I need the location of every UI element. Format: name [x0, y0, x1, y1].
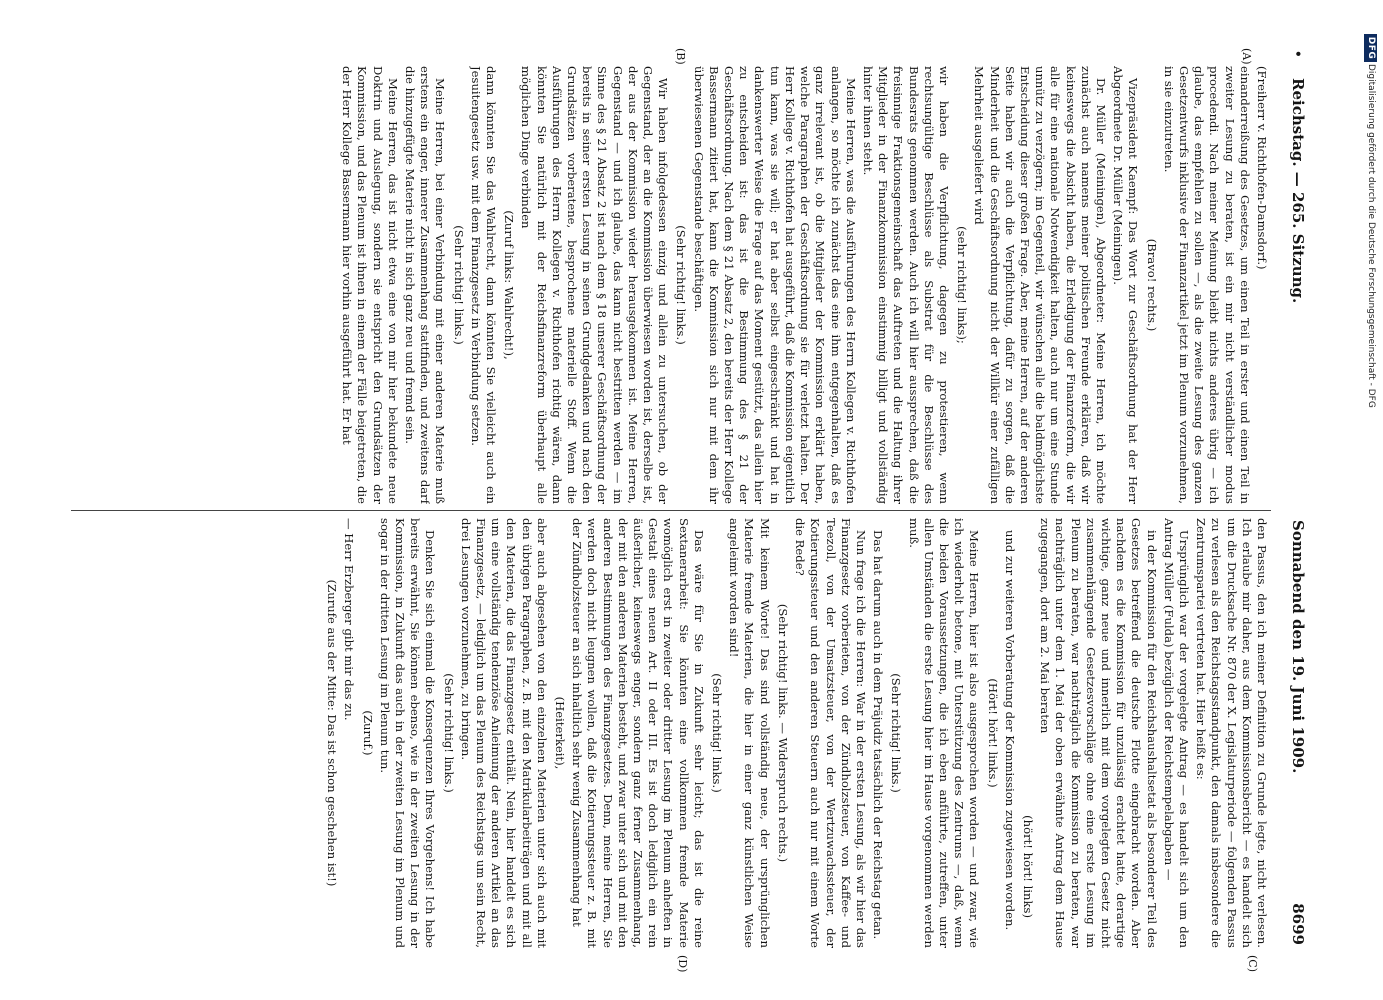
- interjection: (Sehr richtig! links.): [889, 673, 904, 793]
- paragraph: wir haben die Verpflichtung, dagegen zu protestieren, wenn rechtsungültige Beschlüsse als Substrat für die Beschlüsse des Bundesrats genommen werden. Auch ich will hier aussprechen, daß die freisinnige Fraktionsgemeinschaft das Auftreten und die Haltung ihrer Mitglieder in der Finanzkommission einstimmig billigt und vollständig hinter ihnen steht.: [860, 66, 951, 504]
- paragraph: Mit keinem Worte! Das sind vollständig neue, der ursprünglichen Materie fremde Materien, die hier in einer ganz künstlichen Weise angeleimt worden sind!: [727, 518, 772, 948]
- left-column: [69, 66, 1269, 504]
- header-bullet: •: [1291, 50, 1305, 58]
- page-number: 8699: [1289, 903, 1307, 945]
- margin-mark-c: (C): [1246, 955, 1259, 972]
- header-session: Reichstag. — 265. Sitzung.: [1289, 78, 1307, 304]
- paragraph: dann könnten Sie das Wahlrecht, dann könnten Sie vielleicht auch ein Jesuitengesetz usw. mit dem Finanzgesetz in Verbindung setzen.: [468, 66, 499, 504]
- paragraph: Meine Herren, bei einer Verbindung mit einer anderen Materie muß erstens ein enger, innerer Zusammenhang stattfinden, und zweitens darf die hinzugefügte Materie nicht in sich ganz neu und fremd sein.: [403, 66, 448, 504]
- margin-mark-d: (D): [676, 955, 689, 973]
- quoted-paragraph: in der Kommission für den Reichshaushaltsetat als besonderer Teil des Gesetzes betreffend die deutsche Flotte eingebracht worden. Aber nachdem es die Kommission für unzulässig erachtet hatte, derartige wichtige, ganz neue und innerlich mit dem vorgelegten Gesetz nicht zusammenhängende Gesetzesvorschläge ohne eine erste Lesung im Plenum zu beraten, war nachträglich die Kommission zu beraten, war nachträglich unter dem 1. Mai der oben erwähnte Antrag dem Hause zugegangen, dort am 2. Mai beraten: [1038, 518, 1159, 948]
- interjection: (Sehr richtig! links. — Widerspruch rechts.): [775, 603, 790, 863]
- paragraph: Meine Herren, das ist nicht etwa eine von mir hier bekundete neue Doktrin und Auslegung, sondern sie entspricht den Grundsätzen der Kommission, und das Plenum ist ihnen in einem der Fälle beigetreten, die der Herr Kollege Bassermann hier vorhin ausgeführt hat. Er hat: [340, 66, 400, 504]
- dfg-logo: DFG: [1364, 34, 1377, 62]
- column-divider: [71, 510, 1271, 511]
- interjection: (Zuruf.): [360, 710, 375, 756]
- paragraph: Meine Herren, hier ist also ausgesprochen worden — und zwar, wie ich wiederholt betone, mit Unterstützung des Zentrums —, daß, wenn die beiden Voraussetzungen, die ich eben anführte, zutreffen, unter allen Umständen die erste Lesung hier im Hause vorgenommen werden muß.: [906, 518, 982, 948]
- margin-mark-a: (A): [1240, 48, 1253, 65]
- paragraph: Das hat darum auch in dem Präjudiz tatsächlich der Reichstag getan.: [871, 530, 886, 940]
- paragraph: Nun frage ich die Herren: War in der ersten Lesung, als wir hier das Finanzgesetz vorberieten, von der Zündholzsteuer, von Kaffee- und Teezoll, von der Umsatzsteuer, von der Wertzuwachssteuer, der Kotierungssteuer und den anderen Steuern auch nur mit einem Worte die Rede?: [793, 518, 868, 948]
- interjection: (Zuruf links: Wahlrecht!),: [502, 210, 517, 360]
- paragraph: Wir haben infolgedessen einzig und allein zu untersuchen, ob der Gegenstand, der an die Kommission überwiesen worden ist, derselbe ist, der aus der Kommission wieder herausgekommen ist. Meine Herren, Gegenstand — und ich glaube, das kann nicht bestritten werden — im Sinne des § 21 Absatz 2 ist nach dem § 18 unserer Geschäftsordnung der bereits in seiner ersten Lesung in seinen Grundgedanken und nach den Grundsätzen vorberatene, besprochene materielle Stoff. Wenn die Ausführungen des Herrn Kollegen v. Richthofen richtig wären, dann könnten Sie natürlich mit der Reichsfinanzreform überhaupt alle möglichen Dinge verbinden: [519, 66, 671, 504]
- margin-mark-b: (B): [674, 48, 687, 65]
- interjection: (Heiterkeit),: [553, 696, 568, 770]
- header-date: Sonnabend den 19. Juni 1909.: [1289, 520, 1307, 774]
- paragraph: den Passus, den ich meiner Definition zu Grunde legte, nicht verlesen. Ich erlaube mir daher, aus dem Kommissionsbericht — es handelt sich um die Drucksache Nr. 870 der X. Legislaturperiode — folgenden Passus zu verlesen als den Reichstagsstandpunkt, den damals insbesondere die Zentrumspartei vertreten hat. Hier heißt es:: [1194, 518, 1269, 948]
- quoted-paragraph: und zur weiteren Vorberatung der Kommission zugewiesen worden.: [1002, 530, 1017, 931]
- interjection: (Sehr richtig! links.): [674, 225, 689, 345]
- paragraph: — Herr Erzberger gibt mir das zu.: [342, 518, 357, 721]
- interjection: (Hört! hört! links.): [985, 678, 1000, 788]
- digitization-notice: Digitalisierung gefördert durch die Deutsche Forschungsgemeinschaft - DFG: [1366, 64, 1376, 408]
- paragraph: aber auch abgesehen von den einzelnen Materien unter sich auch mit den übrigen Paragraphen, z. B. mit den Matrikularbeiträgen und mit all den Materien, die das Finanzgesetz enthält. Nein, hier handelt es sich um eine vollständig tendenziöse Anleimung der anderen Artikel an das Finanzgesetz, — lediglich um das Plenum des Reichstags um sein Recht, drei Lesungen vorzunehmen, zu bringen.: [458, 518, 549, 948]
- interjection: (sehr richtig! links);: [955, 226, 970, 344]
- interjection: (Sehr richtig! links.): [441, 673, 456, 793]
- interjection: (Bravo! rechts.): [1144, 238, 1159, 332]
- quoted-paragraph: Ursprünglich war der vorgelegte Antrag — es handelt sich um den Antrag Müller (Fulda) bezüglich der Reichstempelabgaben —: [1161, 518, 1191, 948]
- interjection: (Zurufe aus der Mitte: Das ist schon geschehen ist!): [325, 579, 340, 887]
- paragraph: Das wäre für Sie in Zukunft sehr leicht; das ist die reine Sextanerarbeit: Sie könnten eine vollkommen fremde Materie womöglich erst in zweiter oder dritter Lesung im Plenum anheften in Gestalt eines neuen Art. II oder III. Es ist doch lediglich ein rein äußerlicher, keineswegs enger, sondern ganz ferner Zusammenhang, der mit den anderen Materien besteht, und zwar unter sich und mit den anderen Bestimmungen des Finanzgesetzes. Denn, meine Herren, Sie werden doch nicht leugnen wollen, daß die Kotierungssteuer z. B. mit der Zündholzsteuer an sich inhaltlich sehr wenig Zusammenhang hat: [570, 518, 706, 948]
- page-header: [1281, 50, 1311, 945]
- paragraph: Dr. Müller (Meiningen), Abgeordneter: Meine Herren, ich möchte zunächst auch namens meiner politischen Freunde erklären, daß wir keineswegs die Absicht haben, die Erledigung der Finanzreform, die wir alle für eine nationale Notwendigkeit halten, auch nur um eine Stunde unnütz zu verzögern; im Gegenteil, wir wünschen alle die baldmöglichste Entscheidung dieser großen Frage. Aber, meine Herren, auf der anderen Seite haben wir auch die Verpflichtung, dafür zu sorgen, daß die Minderheit und die Geschäftsordnung nicht der Willkür einer zufälligen Mehrheit ausgeliefert wird: [972, 66, 1108, 504]
- paragraph: Denken Sie sich einmal die Konsequenzen Ihres Vorgehens! Ich habe bereits erwähnt, Sie können ebenso, wie in der zweiten Lesung in der Kommission, in Zukunft das auch in der zweiten Lesung im Plenum und sogar in der dritten Lesung im Plenum tun.: [377, 518, 438, 948]
- interjection: (Sehr richtig! links.): [710, 673, 725, 793]
- interjection: (hört! hört! links): [1020, 815, 1035, 918]
- right-column: [69, 518, 1269, 948]
- paragraph: Meine Herren, was die Ausführungen des Herrn Kollegen v. Richthofen anlangen, so möchte ich zunächst das eine ihm entgegenhalten, daß es ganz irrelevant ist, ob die Mitglieder der Kommission erklärt haben, welche Paragraphen der Geschäftsordnung sie für verletzt halten. Der Herr Kollege v. Richthofen hat ausgeführt, daß die Kommission eigentlich tun kann, was sie will; er hat aber selbst eingeschränkt und hat in dankenswerter Weise die Frage auf das Moment gestützt, das allein hier zu entscheiden ist: das ist die Bestimmung des § 21 der Geschäftsordnung. Nach dem § 21 Absatz 2, den bereits der Herr Kollege Bassermann zitiert hat, kann die Kommission sich nur mit dem ihr überwiesenen Gegenstande beschäftigen.: [691, 66, 858, 504]
- speaker-attribution: (Freiherr v. Richthofen-Damsdorf.): [1255, 66, 1269, 270]
- paragraph: Vizepräsident Kaempf: Das Wort zur Geschäftsordnung hat der Herr Abgeordnete Dr. Müller (Meiningen).: [1111, 66, 1141, 504]
- interjection: (Sehr richtig! links.): [451, 225, 466, 345]
- paragraph: einanderreißung des Gesetzes, um einen Teil in erster und einen Teil in zweiter Lesung zu beraten, ist ein mir nicht verständlicher modus procedendi. Nach meiner Meinung bleibt nichts anderes übrig — ich glaube, das empfehlen zu sollen —, als die zweite Lesung des ganzen Gesetzentwurfs inklusive der Finanzartikel jetzt im Plenum vorzunehmen, in sie einzutreten.: [1161, 66, 1252, 504]
